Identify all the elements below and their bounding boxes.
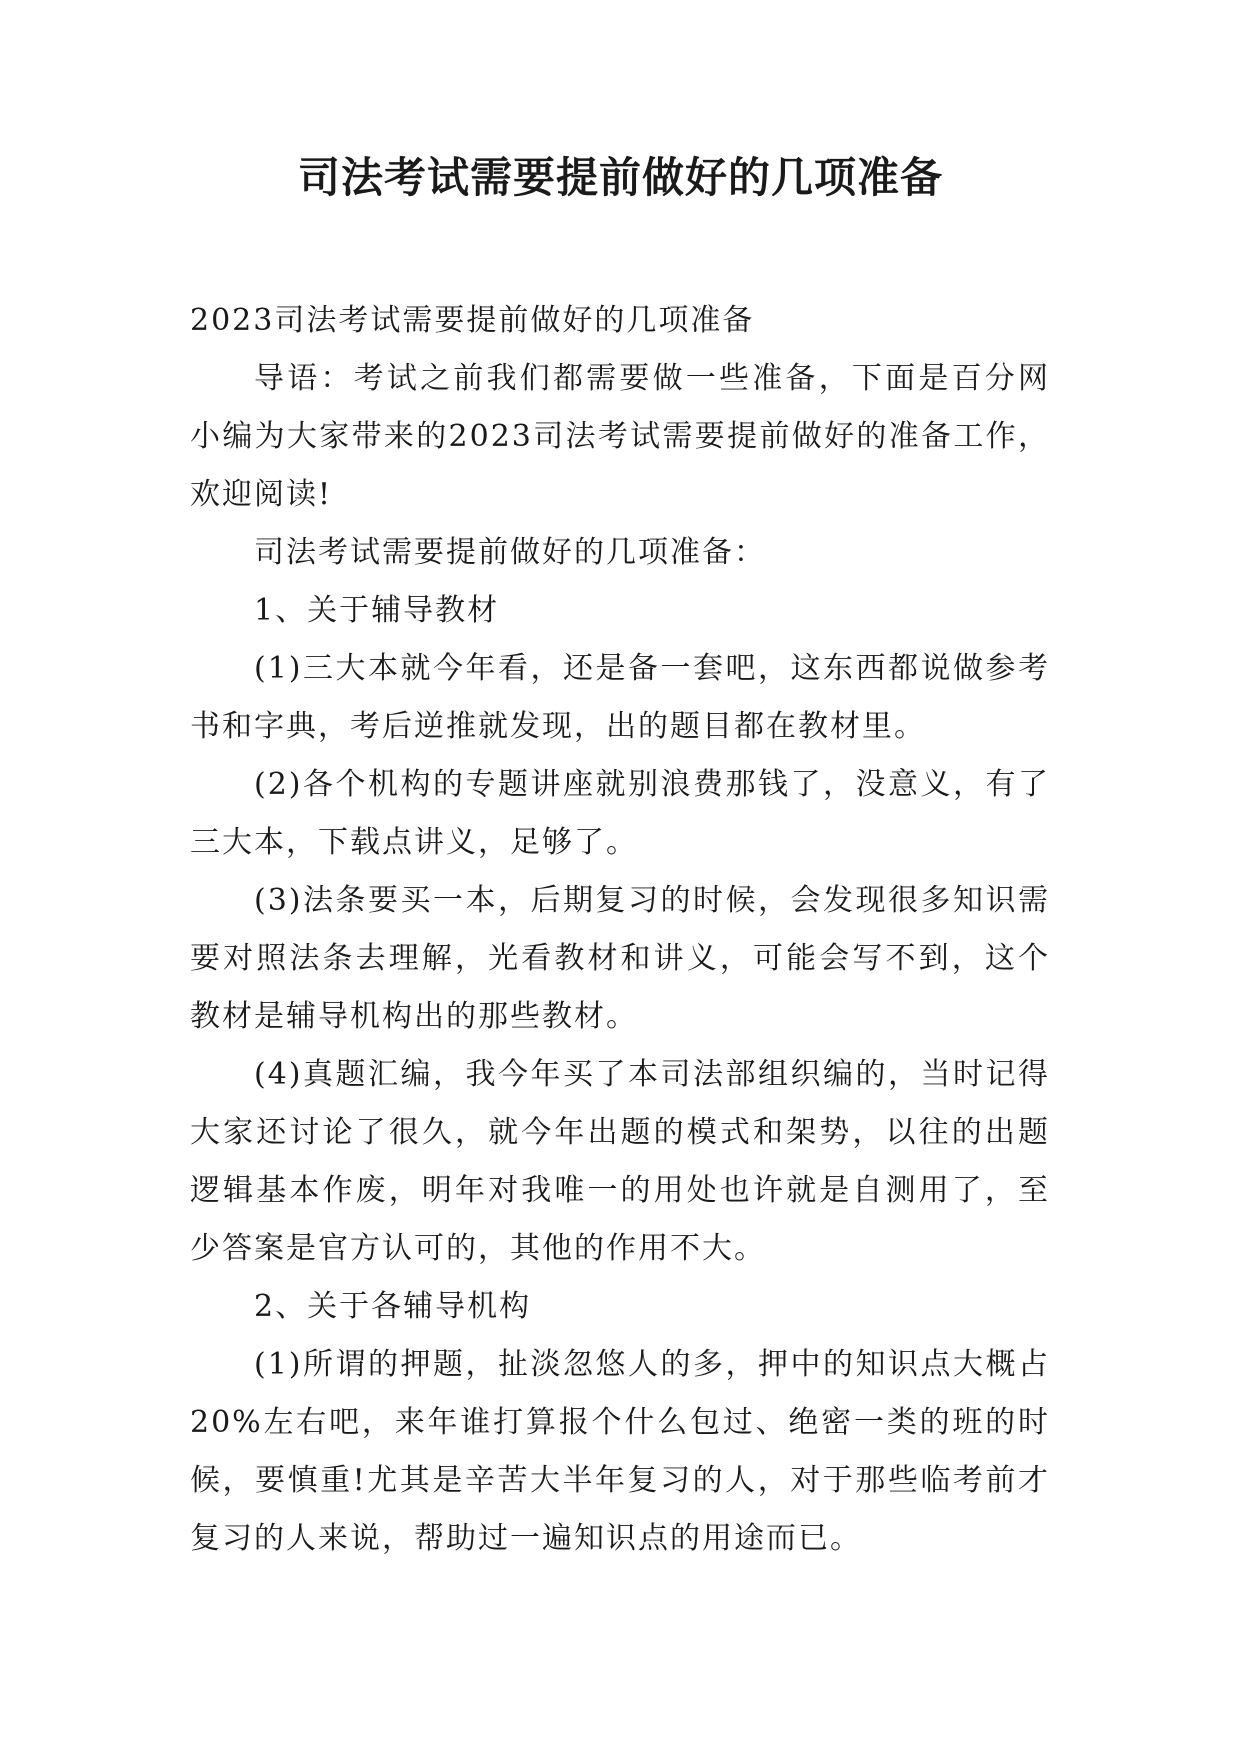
section-lead: 司法考试需要提前做好的几项准备：: [254, 535, 766, 570]
paragraph: (3)法条要买一本，后期复习的时候，会发现很多知识需要对照法条去理解，光看教材和讲义，可能会写不到，这个教材是辅导机构出的那些教材。: [190, 883, 1050, 1034]
section-heading-2: 2、关于各辅导机构: [254, 1289, 532, 1324]
paragraph: (1)三大本就今年看，还是备一套吧，这东西都说做参考书和字典，考后逆推就发现，出的题目都在教材里。: [190, 651, 1050, 744]
subtitle-line: 2023司法考试需要提前做好的几项准备: [190, 303, 755, 338]
section-heading-1: 1、关于辅导教材: [254, 593, 500, 628]
paragraph: (1)所谓的押题，扯淡忽悠人的多，押中的知识点大概占20%左右吧，来年谁打算报个什么包过、绝密一类的班的时候，要慎重!尤其是辛苦大半年复习的人，对于那些临考前才复习的人来说，帮助过一遍知识点的用途而已。: [190, 1347, 1050, 1556]
document-title: 司法考试需要提前做好的几项准备: [297, 153, 943, 202]
document-body: [190, 292, 1050, 1568]
intro-paragraph: 导语：考试之前我们都需要做一些准备，下面是百分网小编为大家带来的2023司法考试需要提前做好的准备工作，欢迎阅读!: [190, 361, 1050, 512]
paragraph: (4)真题汇编，我今年买了本司法部组织编的，当时记得大家还讨论了很久，就今年出题的模式和架势，以往的出题逻辑基本作废，明年对我唯一的用处也许就是自测用了，至少答案是官方认可的，其他的作用不大。: [190, 1057, 1050, 1266]
paragraph: (2)各个机构的专题讲座就别浪费那钱了，没意义，有了三大本，下载点讲义，足够了。: [190, 767, 1050, 860]
